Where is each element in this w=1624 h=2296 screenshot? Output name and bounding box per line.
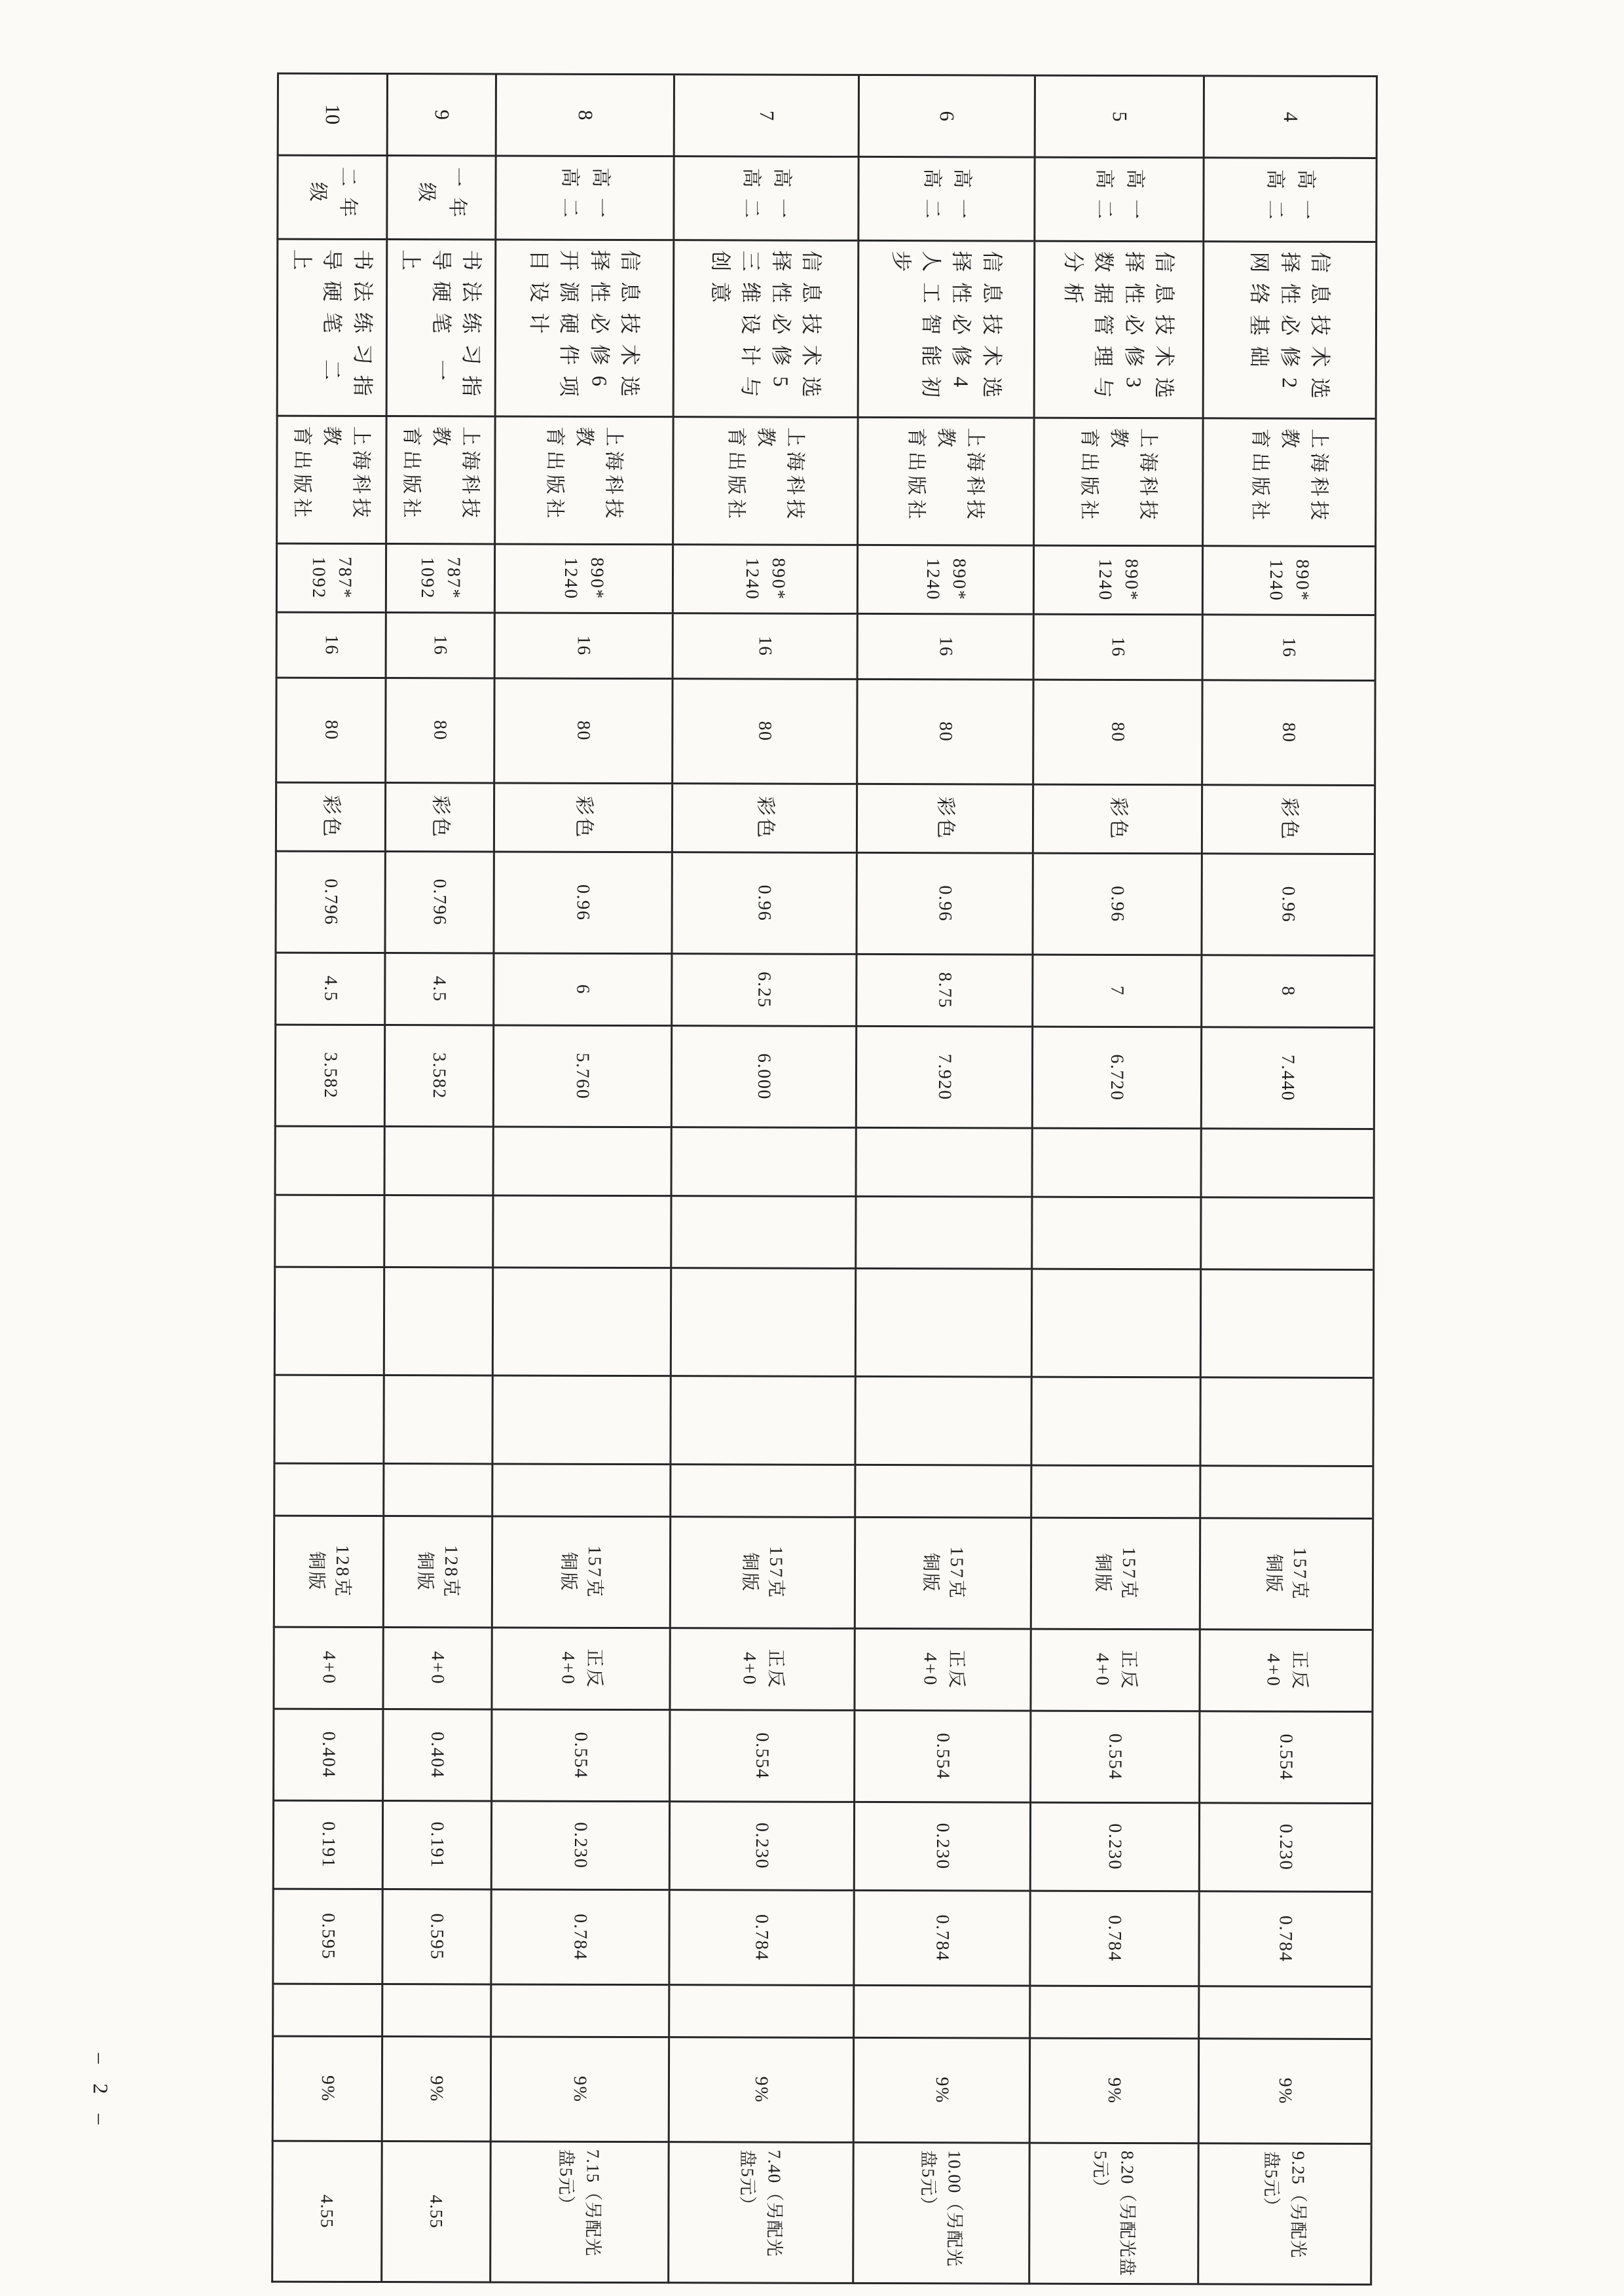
table-cell: 3.582	[384, 1026, 492, 1127]
table-cell	[491, 1465, 669, 1518]
table-cell: 80	[856, 680, 1032, 786]
table-cell: 彩色	[384, 784, 493, 852]
table-cell: 6.000	[671, 1027, 855, 1129]
table-cell	[854, 1377, 1030, 1467]
table-cell	[384, 1127, 492, 1196]
table-cell: 9%	[272, 2037, 381, 2142]
table-cell: 890* 1240	[672, 545, 857, 615]
table-cell	[382, 1376, 491, 1465]
table-cell: 9	[386, 75, 495, 156]
table-cell: 8.20（另配光盘 5元）	[1028, 2144, 1198, 2286]
table-cell	[274, 1127, 384, 1196]
table-cell: 80	[384, 679, 493, 784]
table-cell	[1199, 1378, 1372, 1467]
table-cell: 高一 高二	[494, 156, 673, 241]
table-cell: 0.230	[1029, 1804, 1198, 1893]
table-cell: 16	[672, 614, 857, 680]
table-cell: 信息技术选 择性必修6 开源硬件项 目设计	[494, 240, 673, 418]
table-cell: 3.582	[274, 1026, 384, 1127]
table-cell: 高一 高二	[1202, 158, 1375, 243]
table-cell: 890* 1240	[1033, 547, 1202, 616]
table-cell	[273, 1465, 382, 1517]
table-cell	[383, 1268, 492, 1376]
table-cell: 128克 铜版	[273, 1517, 382, 1628]
table-cell: 0.595	[272, 1890, 381, 1985]
table-cell: 信息技术选 择性必修3 数据管理与 分析	[1033, 242, 1203, 420]
table-cell: 5	[1034, 77, 1203, 159]
table-cell: 10	[277, 75, 386, 156]
table-cell: 0.784	[490, 1890, 668, 1986]
table-cell: 16	[494, 613, 672, 680]
table-cell: 正反 4+0	[490, 1628, 669, 1711]
table-cell: 正反 4+0	[669, 1629, 853, 1711]
table-cell: 0.96	[1200, 854, 1373, 957]
table-cell: 9%	[381, 2037, 490, 2142]
table-cell: 7.15（另配光 盘5元）	[489, 2142, 668, 2284]
table-cell: 0.554	[853, 1711, 1029, 1804]
table-cell	[274, 1268, 383, 1376]
table-cell: 0.554	[1198, 1712, 1371, 1804]
table-cell: 4.55	[271, 2142, 381, 2283]
table-cell	[492, 1196, 670, 1269]
table-cell	[383, 1196, 492, 1268]
table-cell: 8	[1200, 956, 1373, 1029]
table-cell	[1030, 1378, 1199, 1467]
table-cell	[274, 1196, 383, 1268]
table-cell	[1198, 1987, 1371, 2040]
table-cell: 16	[1033, 615, 1202, 682]
table-cell: 7	[1031, 956, 1200, 1029]
table-cell: 0.96	[855, 854, 1031, 956]
table-cell: 0.784	[1029, 1892, 1198, 1988]
table-cell: 高一 高二	[673, 157, 857, 242]
table-cell: 890* 1240	[494, 545, 672, 614]
table-cell	[1030, 1467, 1199, 1520]
table-cell: 彩色	[493, 784, 671, 853]
table-cell	[855, 1269, 1031, 1378]
page-number: – 2 –	[89, 2053, 113, 2132]
table-cell	[669, 1465, 854, 1518]
table-cell: 80	[1032, 681, 1201, 786]
table-cell: 0.404	[382, 1710, 490, 1802]
table-cell: 彩色	[1201, 786, 1374, 855]
table-cell	[491, 1376, 669, 1465]
table-cell: 彩色	[1032, 786, 1201, 855]
table-cell: 4.5	[274, 954, 384, 1026]
table-cell: 16	[1202, 615, 1375, 682]
table-cell	[855, 1129, 1031, 1198]
table-cell: 0.554	[490, 1710, 669, 1802]
table-cell: 正反 4+0	[853, 1630, 1029, 1712]
table-cell: 0.404	[272, 1710, 382, 1802]
table-cell: 书法练习指 导硬笔 二上	[276, 240, 386, 417]
table-cell: 157克 铜版	[491, 1517, 669, 1629]
table-cell: 16	[385, 613, 494, 679]
table-cell: 高一 高二	[1033, 158, 1202, 243]
table-cell: 80	[1201, 681, 1374, 786]
table-cell	[1031, 1198, 1200, 1271]
table-cell: 80	[671, 680, 856, 785]
table-cell: 0.595	[381, 1890, 490, 1985]
table-cell: 4+0	[382, 1628, 490, 1710]
table-cell	[492, 1268, 670, 1377]
table-cell: 9%	[853, 2039, 1029, 2144]
table-cell	[273, 1376, 382, 1465]
table-cell: 上海科技教 育出版社	[857, 418, 1033, 547]
table-cell: 157克 铜版	[1030, 1519, 1199, 1631]
table-cell: 9%	[1198, 2039, 1371, 2145]
table-cell: 彩色	[275, 784, 384, 852]
table-cell: 7.920	[855, 1027, 1031, 1129]
table-cell: 6	[492, 954, 671, 1027]
table-cell	[670, 1269, 855, 1377]
table-cell: 787* 1092	[385, 545, 494, 613]
table-cell	[1031, 1129, 1200, 1199]
table-cell	[669, 1377, 854, 1466]
table-cell: 787* 1092	[276, 545, 385, 613]
table-cell: 信息技术选 择性必修2 网络基础	[1202, 242, 1376, 420]
table-cell: 157克 铜版	[854, 1518, 1030, 1630]
table-cell: 80	[275, 679, 384, 784]
table-cell: 0.784	[853, 1891, 1029, 1987]
table-cell	[1199, 1467, 1372, 1520]
table-cell: 9%	[1029, 2039, 1198, 2145]
table-cell: 7.440	[1200, 1028, 1373, 1130]
table-cell: 0.191	[382, 1802, 490, 1890]
table-cell: 0.784	[1198, 1892, 1371, 1988]
table-cell: 157克 铜版	[1199, 1519, 1372, 1631]
table-cell: 4	[1203, 77, 1376, 159]
table-cell: 上海科技教 育出版社	[276, 417, 386, 545]
table-cell: 0.230	[1198, 1804, 1371, 1893]
table-cell: 9%	[668, 2038, 853, 2143]
table-cell: 信息技术选 择性必修5 三维设计与 创意	[673, 241, 858, 418]
table-cell	[1200, 1129, 1373, 1199]
table-cell: 7	[673, 75, 858, 158]
table-cell: 16	[276, 613, 385, 679]
table-cell	[492, 1127, 671, 1197]
table-cell: 0.554	[669, 1711, 853, 1803]
table-cell: 彩色	[856, 785, 1032, 854]
table-cell: 0.230	[853, 1803, 1029, 1892]
table-cell: 0.96	[1031, 854, 1200, 957]
table-cell: 8.75	[855, 955, 1031, 1028]
table-cell: 上海科技教 育出版社	[385, 417, 494, 545]
table-cell: 8	[495, 75, 673, 157]
table-cell: 6.25	[671, 955, 855, 1027]
table-cell: 0.796	[274, 852, 384, 954]
table-cell: 16	[857, 615, 1033, 681]
table-cell: 5.760	[492, 1026, 671, 1128]
table-cell: 信息技术选 择性必修4 人工智能初 步	[857, 242, 1034, 419]
table-cell	[1200, 1198, 1373, 1271]
table-cell	[272, 1985, 381, 2037]
table-cell	[1200, 1270, 1373, 1379]
table-cell	[854, 1466, 1030, 1519]
price-table	[271, 73, 1378, 2286]
table-cell: 80	[493, 679, 671, 784]
table-cell: 4+0	[272, 1628, 382, 1710]
table-cell: 0.796	[384, 852, 492, 954]
table-cell	[668, 1986, 853, 2039]
table-cell: 6.720	[1031, 1028, 1200, 1130]
table-cell: 0.554	[1029, 1712, 1198, 1804]
table-cell: 正反 4+0	[1029, 1630, 1198, 1713]
table-cell	[490, 1985, 668, 2038]
table-cell: 9%	[490, 2037, 668, 2143]
table-cell: 157克 铜版	[669, 1518, 854, 1630]
table-cell	[381, 1985, 490, 2037]
table-cell	[855, 1197, 1031, 1270]
table-cell: 上海科技教 育出版社	[1033, 419, 1202, 547]
table-cell: 4.55	[380, 2142, 490, 2283]
table-cell: 彩色	[671, 784, 856, 854]
table-cell	[853, 1986, 1029, 2039]
table-cell	[670, 1197, 855, 1269]
table-cell: 0.96	[492, 852, 671, 955]
table-cell	[671, 1128, 855, 1197]
table-cell: 书法练习指 导硬笔 一上	[386, 240, 495, 417]
table-cell: 890* 1240	[857, 546, 1033, 615]
table-cell: 上海科技教 育出版社	[494, 417, 673, 545]
table-cell: 0.230	[490, 1802, 669, 1891]
table-cell: 0.96	[671, 853, 855, 955]
table-cell: 0.784	[668, 1891, 853, 1986]
table-cell	[1029, 1987, 1198, 2040]
table-cell: 4.5	[384, 954, 492, 1026]
table-cell: 上海科技教 育出版社	[1202, 419, 1375, 547]
table-cell: 7.40（另配光 盘5元）	[667, 2143, 853, 2284]
table-cell	[382, 1465, 491, 1517]
table-cell: 9.25（另配光 盘5元）	[1197, 2144, 1371, 2286]
table-cell: 890* 1240	[1202, 547, 1375, 616]
table-cell: 6	[858, 76, 1034, 158]
table-cell: 一年 级	[386, 156, 494, 240]
table-cell	[1031, 1270, 1200, 1379]
table-cell: 高一 高二	[857, 158, 1033, 242]
table-cell: 0.191	[272, 1802, 382, 1890]
table-cell: 二年 级	[276, 156, 386, 240]
table-cell: 0.230	[669, 1802, 853, 1891]
table-cell: 128克 铜版	[382, 1517, 491, 1628]
table-cell: 上海科技教 育出版社	[672, 418, 857, 546]
table-cell: 正反 4+0	[1198, 1630, 1371, 1713]
table-cell: 10.00（另配光 盘5元）	[852, 2143, 1029, 2285]
